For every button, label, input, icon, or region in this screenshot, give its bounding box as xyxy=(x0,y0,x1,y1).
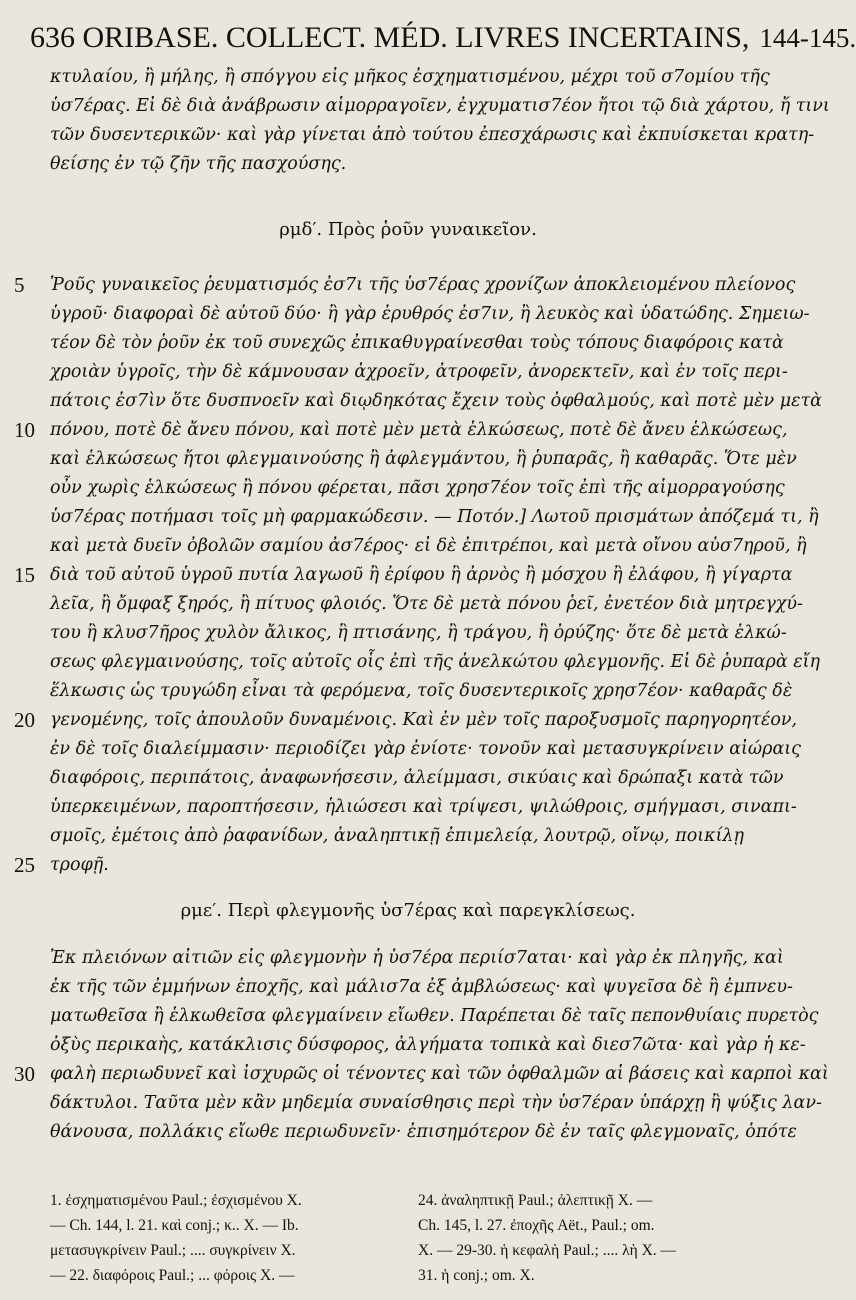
header-page-range: 144-145. xyxy=(759,23,856,53)
text-line: τροφῇ. xyxy=(50,855,109,875)
text-line: πάτοις ἐσ7ὶν ὅτε δυσπνοεῖν καὶ διῳδηκότας ἔχειν τοὺς ὀφθαλμούς, καὶ ποτὲ μὲν μετὰ xyxy=(50,391,822,411)
line-number: 30 xyxy=(14,1062,35,1086)
text-line: διαφόροις, περιπάτοις, ἀναφωνήσεσιν, ἀλείμμασι, σικύαις καὶ δρώπαξι κατὰ τῶν xyxy=(50,768,784,788)
line-number: 15 xyxy=(14,563,35,587)
text-line: χροιὰν ὑγροῖς, τὴν δὲ κάμνουσαν ἀχροεῖν, ἀτροφεῖν, ἀνορεκτεῖν, καὶ ἐν τοῖς περι- xyxy=(50,362,788,382)
text-line: διὰ τοῦ αὐτοῦ ὑγροῦ πυτία λαγωοῦ ἢ ἐρίφου ἢ ἀρνὸς ἢ μόσχου ἢ ἐλάφου, ἢ γίγαρτα xyxy=(50,565,793,585)
text-line: γενομένης, τοῖς ἀπουλοῦν δυναμένοις. Καὶ ἐν μὲν τοῖς παροξυσμοῖς παρηγορητέον, xyxy=(50,710,798,730)
text-line: κτυλαίου, ἢ μήλης, ἢ σπόγγου εἰς μῆκος ἐσχηματισμένου, μέχρι τοῦ σ7ομίου τῆς xyxy=(50,67,770,87)
footnote-line: 24. ἀναληπτικῇ Paul.; ἀλεπτικῇ X. — xyxy=(418,1192,653,1209)
text-line: σεως φλεγμαινούσης, τοῖς αὐτοῖς οἷς ἐπὶ τῆς ἀνελκώτου φλεγμονῆς. Εἰ δὲ ῥυπαρὰ εἴη xyxy=(50,652,820,672)
text-line: Ἐκ πλειόνων αἰτιῶν εἰς φλεγμονὴν ἡ ὑσ7έρα περιίσ7αται· καὶ γὰρ ἐκ πληγῆς, καὶ xyxy=(50,948,784,968)
text-line: θείσης ἐν τῷ ζῆν τῆς πασχούσης. xyxy=(50,154,347,174)
line-number: 5 xyxy=(14,273,25,297)
footnote-line: 1. ἐσχηματισμένου Paul.; ἐσχισμένου X. xyxy=(50,1192,302,1209)
footnote-line: X. — 29-30. ἡ κεφαλὴ Paul.; .... λὴ X. — xyxy=(418,1242,677,1259)
text-line: ὑπερκειμένων, παροπτήσεσιν, ἡλιώσεσι καὶ τρίψεσι, ψιλώθροις, σμήγμασι, σιναπι- xyxy=(50,797,797,817)
section-heading: ρμδ′. Πρὸς ῥοῦν γυναικεῖον. xyxy=(279,219,537,240)
text-line: δάκτυλοι. Ταῦτα μὲν κἂν μηδεμία συναίσθησις περὶ τὴν ὑσ7έραν ὑπάρχῃ ἢ ψύξις λαν- xyxy=(50,1093,822,1113)
text-line: τῶν δυσεντερικῶν· καὶ γὰρ γίνεται ἀπὸ τούτου ἐπεσχάρωσις καὶ ἐκπυίσκεται κρατη- xyxy=(50,125,815,145)
text-line: θάνουσα, πολλάκις εἴωθε περιωδυνεῖν· ἐπισημότερον δὲ ἐν ταῖς φλεγμοναῖς, ὁπότε xyxy=(50,1122,797,1142)
footnote-line: — Ch. 144, l. 21. καὶ conj.; κ.. X. — Ib. xyxy=(50,1217,299,1234)
text-line: Ῥοῦς γυναικεῖος ῥευματισμός ἐσ7ι τῆς ὑσ7έρας χρονίζων ἀποκλειομένου πλείονος xyxy=(50,275,796,295)
text-line: πόνου, ποτὲ δὲ ἄνευ πόνου, καὶ ποτὲ μὲν μετὰ ἑλκώσεως, ποτὲ δὲ ἄνευ ἑλκώσεως, xyxy=(50,420,788,440)
text-line: ἐκ τῆς τῶν ἐμμήνων ἐποχῆς, καὶ μάλισ7α ἐξ ἀμβλώσεως· καὶ ψυγεῖσα δὲ ἢ ἐμπνευ- xyxy=(50,977,793,997)
text-line: ὑσ7έρας. Εἰ δὲ διὰ ἀνάβρωσιν αἱμορραγοῖεν, ἐγχυματισ7έον ἤτοι τῷ διὰ χάρτου, ἤ τινι xyxy=(50,96,830,116)
text-line: λεῖα, ἢ ὄμφαξ ξηρός, ἢ πίτυος φλοιός. Ὅτε δὲ μετὰ πόνου ῥεῖ, ἐνετέον διὰ μητρεγχύ- xyxy=(50,594,803,614)
text-line: σμοῖς, ἐμέτοις ἀπὸ ῥαφανίδων, ἀναληπτικῇ ἐπιμελείᾳ, λουτρῷ, οἴνῳ, ποικίλῃ xyxy=(50,826,745,846)
text-line: ὀξὺς περικαὴς, κατάκλισις δύσφορος, ἀλγήματα τοπικὰ καὶ διεσ7ῶτα· καὶ γὰρ ἡ κε- xyxy=(50,1035,806,1055)
text-line: ἕλκωσις ὡς τρυγώδη εἶναι τὰ φερόμενα, τοῖς δυσεντερικοῖς χρησ7έον· καθαρᾶς δὲ xyxy=(50,681,793,701)
line-number: 10 xyxy=(14,418,35,442)
section-heading: ρμε′. Περὶ φλεγμονῆς ὑσ7έρας καὶ παρεγκλίσεως. xyxy=(180,900,636,921)
text-line: του ἢ κλυσ7ῆρος χυλὸν ἄλικος, ἢ πτισάνης, ἢ τράγου, ἢ ὀρύζης· ὅτε δὲ μετὰ ἑλκώ- xyxy=(50,623,787,643)
text-line: φαλὴ περιωδυνεῖ καὶ ἰσχυρῶς οἱ τένοντες καὶ τῶν ὀφθαλμῶν αἱ βάσεις καὶ καρποὶ καὶ xyxy=(50,1064,829,1084)
text-line: ματωθεῖσα ἢ ἑλκωθεῖσα φλεγμαίνειν εἴωθεν. Παρέπεται δὲ ταῖς πεπονθυίαις πυρετὸς xyxy=(50,1006,819,1026)
footnote-line: Ch. 145, l. 27. ἐποχῆς Aët., Paul.; om. xyxy=(418,1217,655,1234)
line-number: 25 xyxy=(14,853,35,877)
running-header xyxy=(30,14,856,62)
footnote-line: 31. ἡ conj.; om. X. xyxy=(418,1267,535,1284)
text-line: τέον δὲ τὸν ῥοῦν ἐκ τοῦ συνεχῶς ἐπικαθυγραίνεσθαι τοὺς τόπους διαφόροις κατὰ xyxy=(50,333,784,353)
text-line: καὶ μετὰ δυεῖν ὀβολῶν σαμίου ἀσ7έρος· εἰ δὲ ἐπιτρέποι, καὶ μετὰ οἴνου αὐσ7ηροῦ, ἢ xyxy=(50,536,807,556)
header-title: 636 ORIBASE. COLLECT. MÉD. LIVRES INCERTAINS, xyxy=(30,21,750,54)
footnote-column-divider xyxy=(405,1186,406,1286)
text-line: οὖν χωρὶς ἑλκώσεως ἢ πόνου φέρεται, πᾶσι χρησ7έον τοῖς ἐπὶ τῆς αἱμορραγούσης xyxy=(50,478,785,498)
footnote-line: — 22. διαφόροις Paul.; ... φόροις X. — xyxy=(50,1267,295,1284)
text-line: ὑγροῦ· διαφοραὶ δὲ αὐτοῦ δύο· ἢ γὰρ ἐρυθρός ἐσ7ιν, ἢ λευκὸς καὶ ὑδατώδης. Σημειω- xyxy=(50,304,810,324)
footnote-line: μετασυγκρίνειν Paul.; .... συγκρίνειν X. xyxy=(50,1242,296,1259)
line-number: 20 xyxy=(14,708,35,732)
text-line: ὑσ7έρας ποτήμασι τοῖς μὴ φαρμακώδεσιν. — Ποτόν.] Λωτοῦ πρισμάτων ἀπόζεμά τι, ἢ xyxy=(50,507,819,527)
text-line: ἐν δὲ τοῖς διαλείμμασιν· περιοδίζει γὰρ ἐνίοτε· τονοῦν καὶ μετασυγκρίνειν αἰώραις xyxy=(50,739,801,759)
text-line: καὶ ἑλκώσεως ἤτοι φλεγμαινούσης ἢ ἀφλεγμάντου, ἢ ῥυπαρᾶς, ἢ καθαρᾶς. Ὅτε μὲν xyxy=(50,449,797,469)
